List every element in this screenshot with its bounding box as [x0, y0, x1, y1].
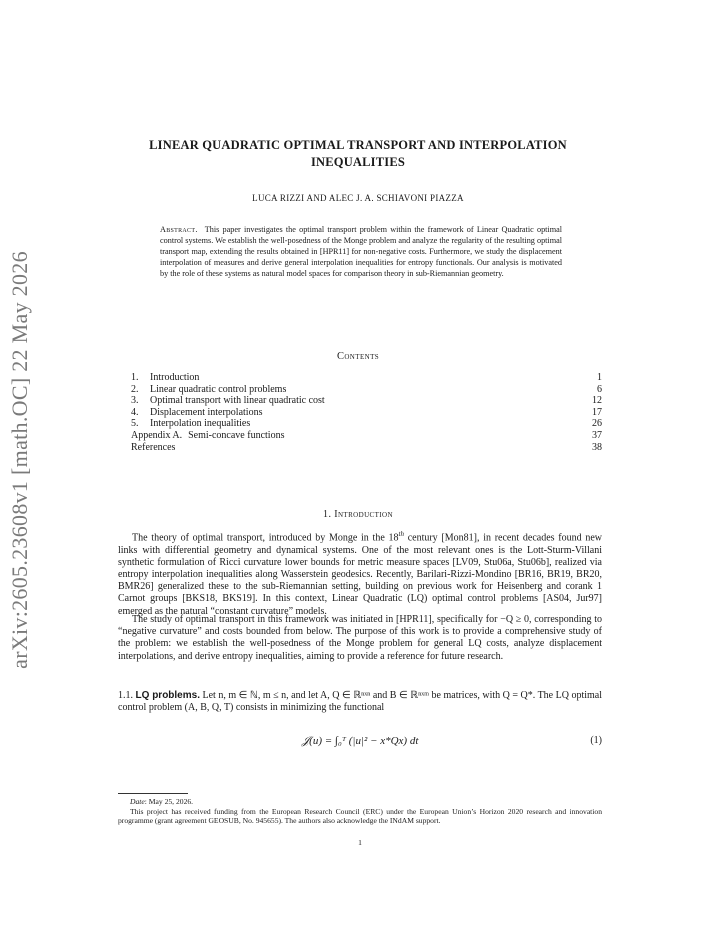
contents-heading: Contents	[336, 351, 380, 362]
toc-title: Optimal transport with linear quadratic cost	[150, 395, 325, 407]
equation-1	[118, 730, 602, 756]
intro-paragraph-2	[118, 614, 602, 663]
toc-number: 3.	[131, 395, 139, 407]
toc-page: 26	[592, 418, 602, 430]
toc-page: 37	[592, 429, 602, 441]
toc-page: 12	[592, 395, 602, 407]
toc-title: Interpolation inequalities	[150, 418, 251, 430]
para1-superscript: th	[398, 530, 404, 538]
toc-entry[interactable]	[131, 418, 602, 430]
intro-paragraph-1	[118, 528, 602, 618]
footnote-date	[118, 797, 602, 807]
footnote-date-value: : May 25, 2026.	[144, 797, 194, 806]
para1-text-a: The theory of optimal transport, introduced by Monge in the 18	[132, 532, 399, 544]
toc-number: 1.	[131, 372, 139, 383]
equation-body: 𝒥(u) = ∫₀ᵀ (|u|² − x*Qx) dt	[301, 735, 419, 747]
toc-number: 5.	[131, 418, 139, 430]
table-of-contents	[131, 372, 602, 453]
footnote-date-label: Date	[130, 797, 145, 806]
toc-title: Introduction	[150, 372, 200, 383]
abstract-text: This paper investigates the optimal transport problem within the framework of Linear Quadratic optimal control systems. We establish the well-posedness of the Monge problem and analyze the regularity of the resulting optimal transport map, extending the results obtained in [HPR11] for non-negative costs. Furthermore, we study the displacement interpolation of measures and derive general interpolation inequalities for entropy functionals. Our analysis is motivated by the role of these systems as natural model spaces for comparison theory in sub-Riemannian geometry.	[160, 225, 562, 278]
footnotes	[118, 797, 602, 826]
toc-page: 6	[597, 383, 602, 395]
toc-entry[interactable]	[131, 384, 602, 396]
toc-entry[interactable]	[131, 395, 602, 407]
title-line-1: LINEAR QUADRATIC OPTIMAL TRANSPORT AND INTERPOLATION	[149, 138, 567, 152]
toc-number: Appendix A.	[131, 429, 183, 441]
equation-number: (1)	[590, 735, 602, 746]
subsection-lq-problems	[118, 690, 602, 714]
toc-entry[interactable]	[131, 430, 602, 442]
toc-page: 17	[592, 406, 602, 418]
footnote-funding: This project has received funding from the European Research Council (ERC) under the European Union’s Horizon 2020 research and innovation programme (grant agreement GEOSUB, No. 945655). The authors also acknowledge the INdAM support.	[118, 806, 602, 826]
abstract-label: Abstract.	[160, 225, 198, 234]
toc-title: Linear quadratic control problems	[150, 383, 287, 395]
toc-entry[interactable]	[131, 442, 602, 454]
authors: LUCA RIZZI AND ALEC J. A. SCHIAVONI PIAZZA	[252, 193, 464, 203]
arxiv-stamp	[0, 250, 40, 670]
toc-number: 2.	[131, 383, 139, 395]
arxiv-stamp-text: arXiv:2605.23608v1 [math.OC] 22 May 2026	[7, 251, 32, 669]
toc-page: 1	[597, 372, 602, 383]
subsection-text: Let n, m ∈ ℕ, m ≤ n, and let A, Q ∈ ℝⁿˣⁿ and B ∈ ℝⁿˣᵐ be matrices, with Q = Q*. The LQ optimal control problem (A, B, Q, T) consists in minimizing the functional	[118, 690, 603, 714]
para2-text: The study of optimal transport in this framework was initiated in [HPR11], specifically for −Q ≥ 0, corresponding to “negative curvature” and costs bounded from below. The purpose of this work is to provide a comprehensive study of the problem: we establish the well-posedness of the Monge problem for general LQ costs, analyze displacement interpolations, and derive entropy inequalities, aiming to provide a reference for future research.	[118, 614, 602, 662]
page-number: 1	[358, 838, 362, 847]
title-line-2: INEQUALITIES	[310, 155, 406, 169]
toc-title: Displacement interpolations	[150, 406, 263, 418]
toc-page: 38	[592, 441, 602, 453]
abstract	[160, 225, 562, 280]
footnote-divider	[118, 793, 188, 794]
section-heading: 1. Introduction	[323, 509, 393, 520]
subsection-number: 1.1.	[118, 690, 133, 701]
toc-title: References	[131, 441, 176, 453]
subsection-title: LQ problems.	[135, 690, 200, 701]
toc-title: Semi-concave functions	[188, 429, 285, 441]
toc-entry[interactable]	[131, 372, 602, 384]
para1-text-b: century [Mon81], in recent decades found new links with differential geometry and dynamical systems. One of the most relevant ones is the Lott-Sturm-Villani synthetic formulation of Ricci curvature lower bounds for metric measure spaces [LV09, Stu06a, Stu06b], realized via entropy interpolation inequalities along Wasserstein geodesics. Recently, Barilari-Rizzi-Mondino [BR16, BR19, BR20, BMR26] generalized these to the sub-Riemannian setting, building on previous work for Heisenberg and corank 1 Carnot groups [BKS18, BKS19]. In this context, Linear Quadratic (LQ) optimal control problems [AS04, Jur97] emerged as the natural “constant curvature” models.	[118, 532, 602, 617]
paper-title	[118, 137, 598, 171]
toc-number: 4.	[131, 406, 139, 418]
toc-entry[interactable]	[131, 407, 602, 419]
